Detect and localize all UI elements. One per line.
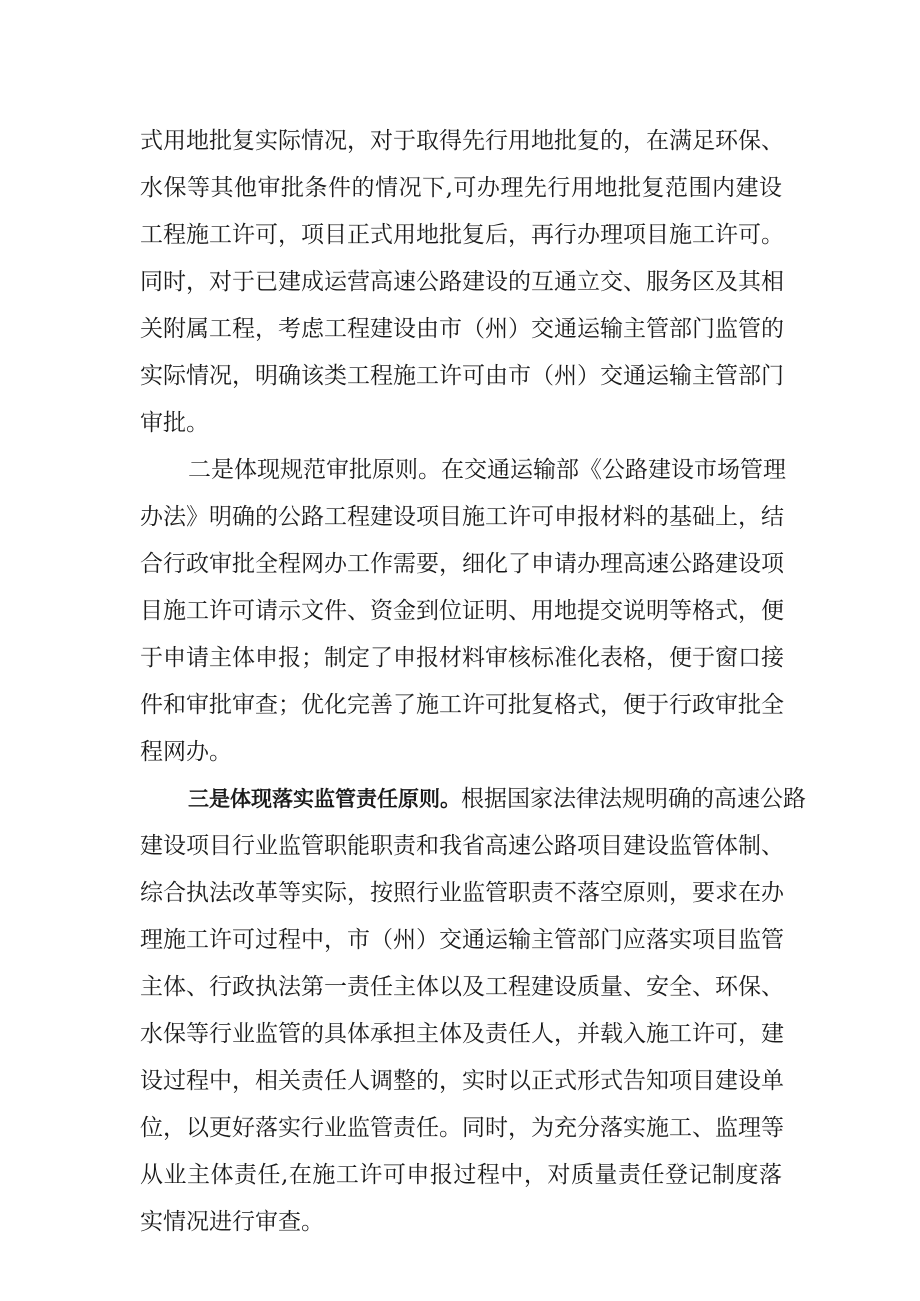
paragraph-line: 建设项目行业监管职能职责和我省高速公路项目建设监管体制、 (140, 833, 784, 859)
paragraph-line: 审批。 (140, 410, 209, 436)
paragraph-line: 件和审批审查；优化完善了施工许可批复格式，便于行政审批全 (140, 692, 784, 718)
paragraph-line: 二是体现规范审批原则。在交通运输部《公路建设市场管理 (188, 457, 786, 483)
paragraph-line: 办法》明确的公路工程建设项目施工许可申报材料的基础上，结 (140, 504, 784, 530)
paragraph-line: 水保等其他审批条件的情况下,可办理先行用地批复范围内建设 (140, 175, 782, 201)
paragraph-line: 综合执法改革等实际，按照行业监管职责不落空原则，要求在办 (140, 880, 784, 906)
paragraph-first-line (188, 784, 806, 814)
paragraph-line: 工程施工许可，项目正式用地批复后，再行办理项目施工许可。 (140, 222, 784, 248)
paragraph-line: 从业主体责任,在施工许可申报过程中，对质量责任登记制度落 (140, 1162, 782, 1188)
paragraph-line: 实情况进行审查。 (140, 1209, 324, 1235)
paragraph-line: 水保等行业监管的具体承担主体及责任人，并载入施工许可，建 (140, 1021, 784, 1047)
paragraph-line-rest: 根据国家法律法规明确的高速公路 (461, 786, 806, 812)
paragraph-line: 理施工许可过程中，市（州）交通运输主管部门应落实项目监管 (140, 927, 784, 953)
paragraph-line: 主体、行政执法第一责任主体以及工程建设质量、安全、环保、 (140, 974, 784, 1000)
paragraph-lead-heading: 三是体现落实监管责任原则。 (188, 787, 461, 811)
paragraph-line: 关附属工程，考虑工程建设由市（州）交通运输主管部门监管的 (140, 316, 784, 342)
paragraph-line: 位，以更好落实行业监管责任。同时，为充分落实施工、监理等 (140, 1115, 784, 1141)
paragraph-line: 程网办。 (140, 739, 232, 765)
paragraph-line: 合行政审批全程网办工作需要，细化了申请办理高速公路建设项 (140, 551, 784, 577)
paragraph-line: 实际情况，明确该类工程施工许可由市（州）交通运输主管部门 (140, 363, 784, 389)
paragraph-line: 式用地批复实际情况，对于取得先行用地批复的，在满足环保、 (140, 128, 784, 154)
paragraph-line: 目施工许可请示文件、资金到位证明、用地提交说明等格式，便 (140, 598, 784, 624)
paragraph-line: 设过程中，相关责任人调整的，实时以正式形式告知项目建设单 (140, 1068, 784, 1094)
paragraph-line: 同时，对于已建成运营高速公路建设的互通立交、服务区及其相 (140, 269, 784, 295)
paragraph-line: 于申请主体申报；制定了申报材料审核标准化表格，便于窗口接 (140, 645, 784, 671)
